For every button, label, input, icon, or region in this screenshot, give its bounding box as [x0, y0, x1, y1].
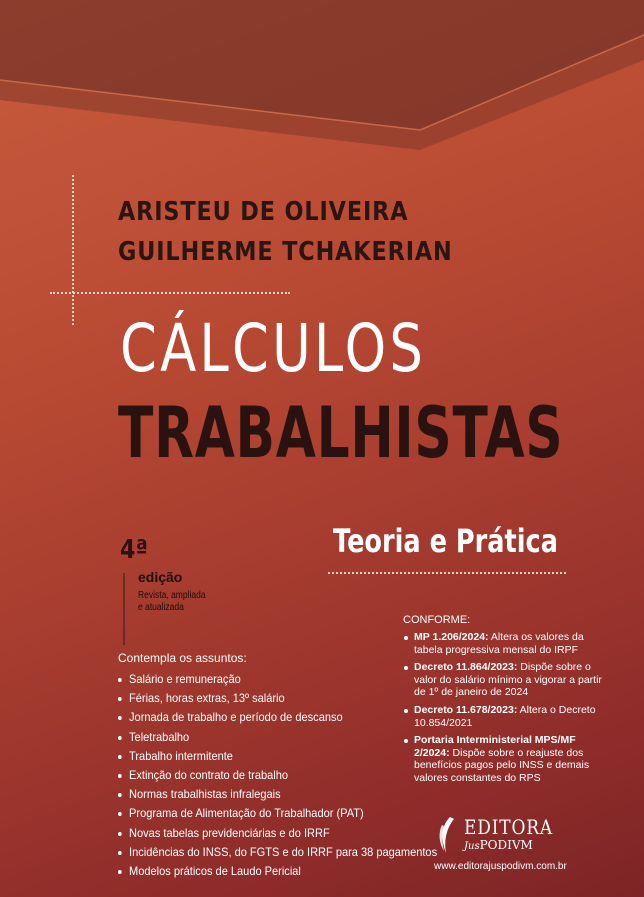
publisher-website: www.editorajuspodivm.com.br: [434, 861, 567, 872]
edition-note: Revista, ampliada e atualizada: [138, 590, 206, 613]
legislation-text: Dispõe sobre o reajuste dos benefícios pagos pelo INSS e demais valores constantes do RPS: [414, 746, 590, 784]
legislation-text: Altera os valores da tabela progressiva mensal do IRPF: [414, 631, 584, 656]
subtitle-dotted-line: [328, 572, 566, 574]
book-subtitle: Teoria e Prática: [333, 522, 558, 560]
publisher-brand: [464, 838, 533, 852]
author-name: GUILHERME TCHAKERIAN: [118, 237, 453, 267]
edition-divider: [123, 573, 125, 645]
author-name: ARISTEU DE OLIVEIRA: [118, 197, 409, 227]
topic-item: Novas tabelas previdenciárias e do IRRF: [118, 824, 437, 843]
topic-item: Jornada de trabalho e período de descanso: [118, 708, 437, 727]
legislation-item: [403, 661, 603, 699]
legislation-text: Altera o Decreto 10.854/2021: [414, 703, 596, 729]
publisher-brand-main: PODIVM: [479, 838, 533, 852]
topic-item: Modelos práticos de Laudo Pericial: [118, 862, 437, 881]
legislation-list: [403, 614, 603, 790]
publisher-name: EDITORA: [464, 815, 554, 839]
horizontal-dotted-line: [50, 292, 290, 294]
decorative-fold: [0, 0, 644, 200]
book-title-line2: TRABALHISTAS: [118, 392, 564, 474]
legislation-law: Decreto 11.864/2023:: [414, 661, 518, 674]
legislation-law: MP 1.206/2024:: [414, 631, 489, 643]
book-title-line1: CÁLCULOS: [120, 310, 427, 387]
legislation-item: [403, 734, 603, 784]
vertical-dotted-line: [72, 175, 74, 325]
topic-item: Normas trabalhistas infralegais: [118, 785, 437, 804]
topic-item: Programa de Alimentação do Trabalhador (PAT): [118, 804, 437, 823]
legislation-law: Portaria Interministerial MPS/MF 2/2024:: [414, 734, 576, 759]
legislation-law: Decreto 11.678/2023:: [414, 703, 518, 716]
legislation-item: [403, 631, 603, 656]
topics-heading: Contempla os assuntos:: [118, 651, 247, 665]
edition-number: 4ª: [120, 535, 148, 565]
topic-item: Teletrabalho: [118, 728, 437, 747]
edition-label: edição: [138, 569, 183, 585]
topic-item: Férias, horas extras, 13º salário: [118, 689, 437, 708]
topic-item: Salário e remuneração: [118, 670, 437, 689]
legislation-text: Dispõe sobre o valor do salário mínimo a vigorar a partir de 1º de janeiro de 2024: [414, 661, 602, 699]
legislation-heading: CONFORME:: [403, 614, 471, 626]
topic-item: Trabalho intermitente: [118, 747, 437, 766]
publisher-brand-prefix: Jus: [464, 841, 480, 852]
topic-item: Extinção do contrato de trabalho: [118, 766, 437, 785]
legislation-item: [403, 704, 603, 729]
topic-item: Incidências do INSS, do FGTS e do IRRF para 38 pagamentos: [118, 843, 437, 862]
publisher-mark-icon: [436, 815, 458, 855]
